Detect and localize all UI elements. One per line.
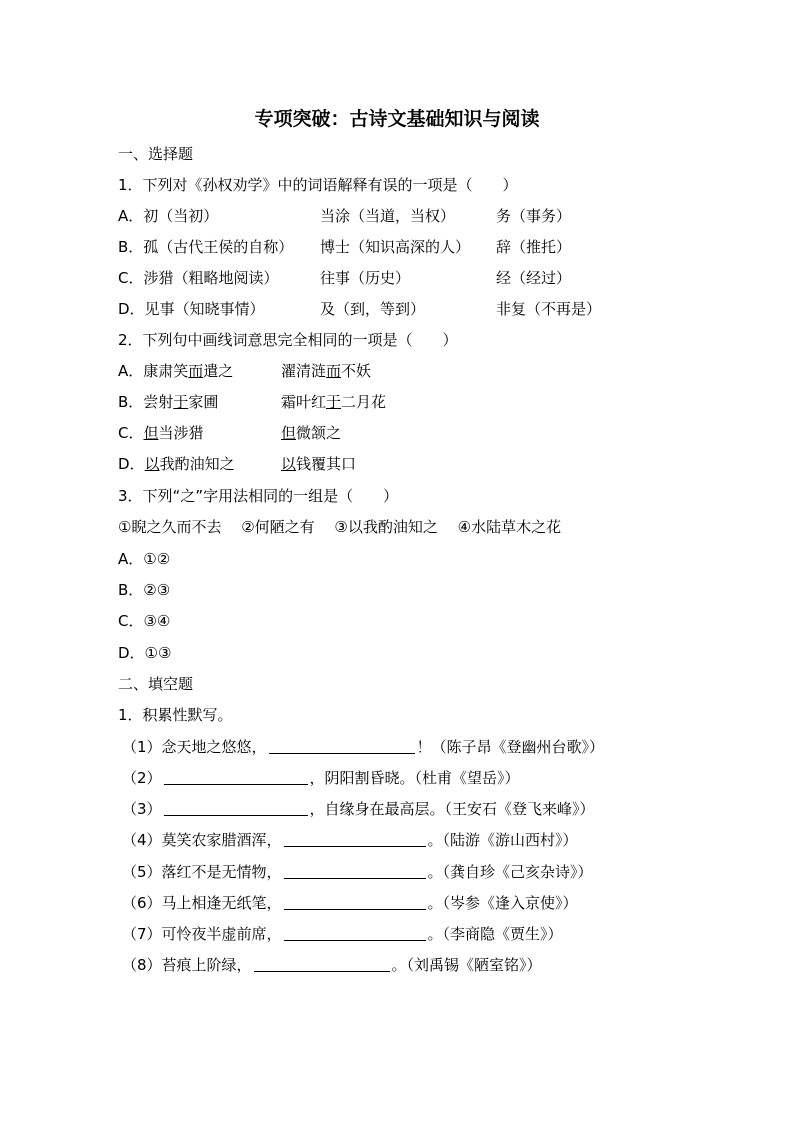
fill-item-5: （5）落红不是无情物， 。（龚自珍《己亥杂诗》） <box>122 863 593 881</box>
answer-blank[interactable] <box>284 924 426 941</box>
page-title: 专项突破：古诗文基础知识与阅读 <box>254 108 540 130</box>
question-3-stem: 3．下列“之”字用法相同的一组是（ ） <box>118 487 399 505</box>
section-heading-fill: 二、填空题 <box>118 675 194 693</box>
q1-option-a-col1: A．初（当初） <box>118 207 219 225</box>
q2-option-b-left: B．尝射于家圃 <box>118 393 219 411</box>
fill-item-4: （4）莫笑农家腊酒浑， 。（陆游《游山西村》） <box>122 831 578 849</box>
q3-option-c: C．③④ <box>118 612 171 630</box>
underlined-word: 而 <box>188 362 204 380</box>
answer-blank[interactable] <box>284 862 426 879</box>
underlined-word: 但 <box>281 424 297 442</box>
underlined-word: 于 <box>326 393 342 411</box>
underlined-word: 以 <box>144 455 160 473</box>
q2-option-d-left: D．以我酌油知之 <box>118 455 235 473</box>
fill-item-2: （2） ，阴阳割昏晓。（杜甫《望岳》） <box>122 769 520 787</box>
answer-blank[interactable] <box>164 799 308 816</box>
fill-item-7: （7）可怜夜半虚前席， 。（李商隐《贾生》） <box>122 925 563 943</box>
fill-item-3: （3） ，自缘身在最高层。（王安石《登飞来峰》） <box>122 800 595 818</box>
section-heading-choice: 一、选择题 <box>118 145 194 163</box>
q3-option-a: A．①② <box>118 550 171 568</box>
question-3-items: ①睨之久而不去 ②何陋之有 ③以我酌油知之 ④水陆草木之花 <box>118 518 562 536</box>
q2-option-a-left: A．康肃笑而遣之 <box>118 362 234 380</box>
underlined-word: 于 <box>173 393 189 411</box>
q1-option-b-col2: 博士（知识高深的人） <box>320 238 471 256</box>
fill-item-1: （1）念天地之悠悠， ！（陈子昂《登幽州台歌》） <box>122 738 605 756</box>
underlined-word: 以 <box>281 455 297 473</box>
question-1-stem: 1．下列对《孙权劝学》中的词语解释有误的一项是（ ） <box>118 176 518 194</box>
underlined-word: 而 <box>326 362 342 380</box>
q1-option-d-col1: D．见事（知晓事情） <box>118 300 265 318</box>
q1-option-d-col3: 非复（不再是） <box>496 300 602 318</box>
q2-option-b-right: 霜叶红于二月花 <box>281 393 387 411</box>
fill-item-8: （8）苔痕上阶绿， 。（刘禹锡《陋室铭》） <box>122 956 542 974</box>
q1-option-b-col1: B．孤（古代王侯的自称） <box>118 238 294 256</box>
q1-option-c-col2: 往事（历史） <box>320 269 411 287</box>
question-2-stem: 2．下列句中画线词意思完全相同的一项是（ ） <box>118 331 458 349</box>
q1-option-c-col3: 经（经过） <box>496 269 572 287</box>
answer-blank[interactable] <box>164 768 308 785</box>
q2-option-d-right: 以钱覆其口 <box>281 455 357 473</box>
q2-option-c-right: 但微颔之 <box>281 424 342 442</box>
q2-option-a-right: 濯清涟而不妖 <box>281 362 372 380</box>
q3-option-d: D．①③ <box>118 644 172 662</box>
q1-option-d-col2: 及（到，等到） <box>320 300 426 318</box>
underlined-word: 但 <box>143 424 159 442</box>
q2-option-c-left: C．但当涉猎 <box>118 424 204 442</box>
answer-blank[interactable] <box>254 955 390 972</box>
answer-blank[interactable] <box>284 893 426 910</box>
answer-blank[interactable] <box>284 830 426 847</box>
q3-option-b: B．②③ <box>118 581 171 599</box>
answer-blank[interactable] <box>269 737 415 754</box>
fill-stem: 1．积累性默写。 <box>118 706 233 724</box>
q1-option-b-col3: 辞（推托） <box>496 238 572 256</box>
q1-option-a-col3: 务（事务） <box>496 207 572 225</box>
q1-option-a-col2: 当涂（当道，当权） <box>320 207 456 225</box>
fill-item-6: （6）马上相逢无纸笔， 。（岑参《逢入京使》） <box>122 894 578 912</box>
q1-option-c-col1: C．涉猎（粗略地阅读） <box>118 269 279 287</box>
